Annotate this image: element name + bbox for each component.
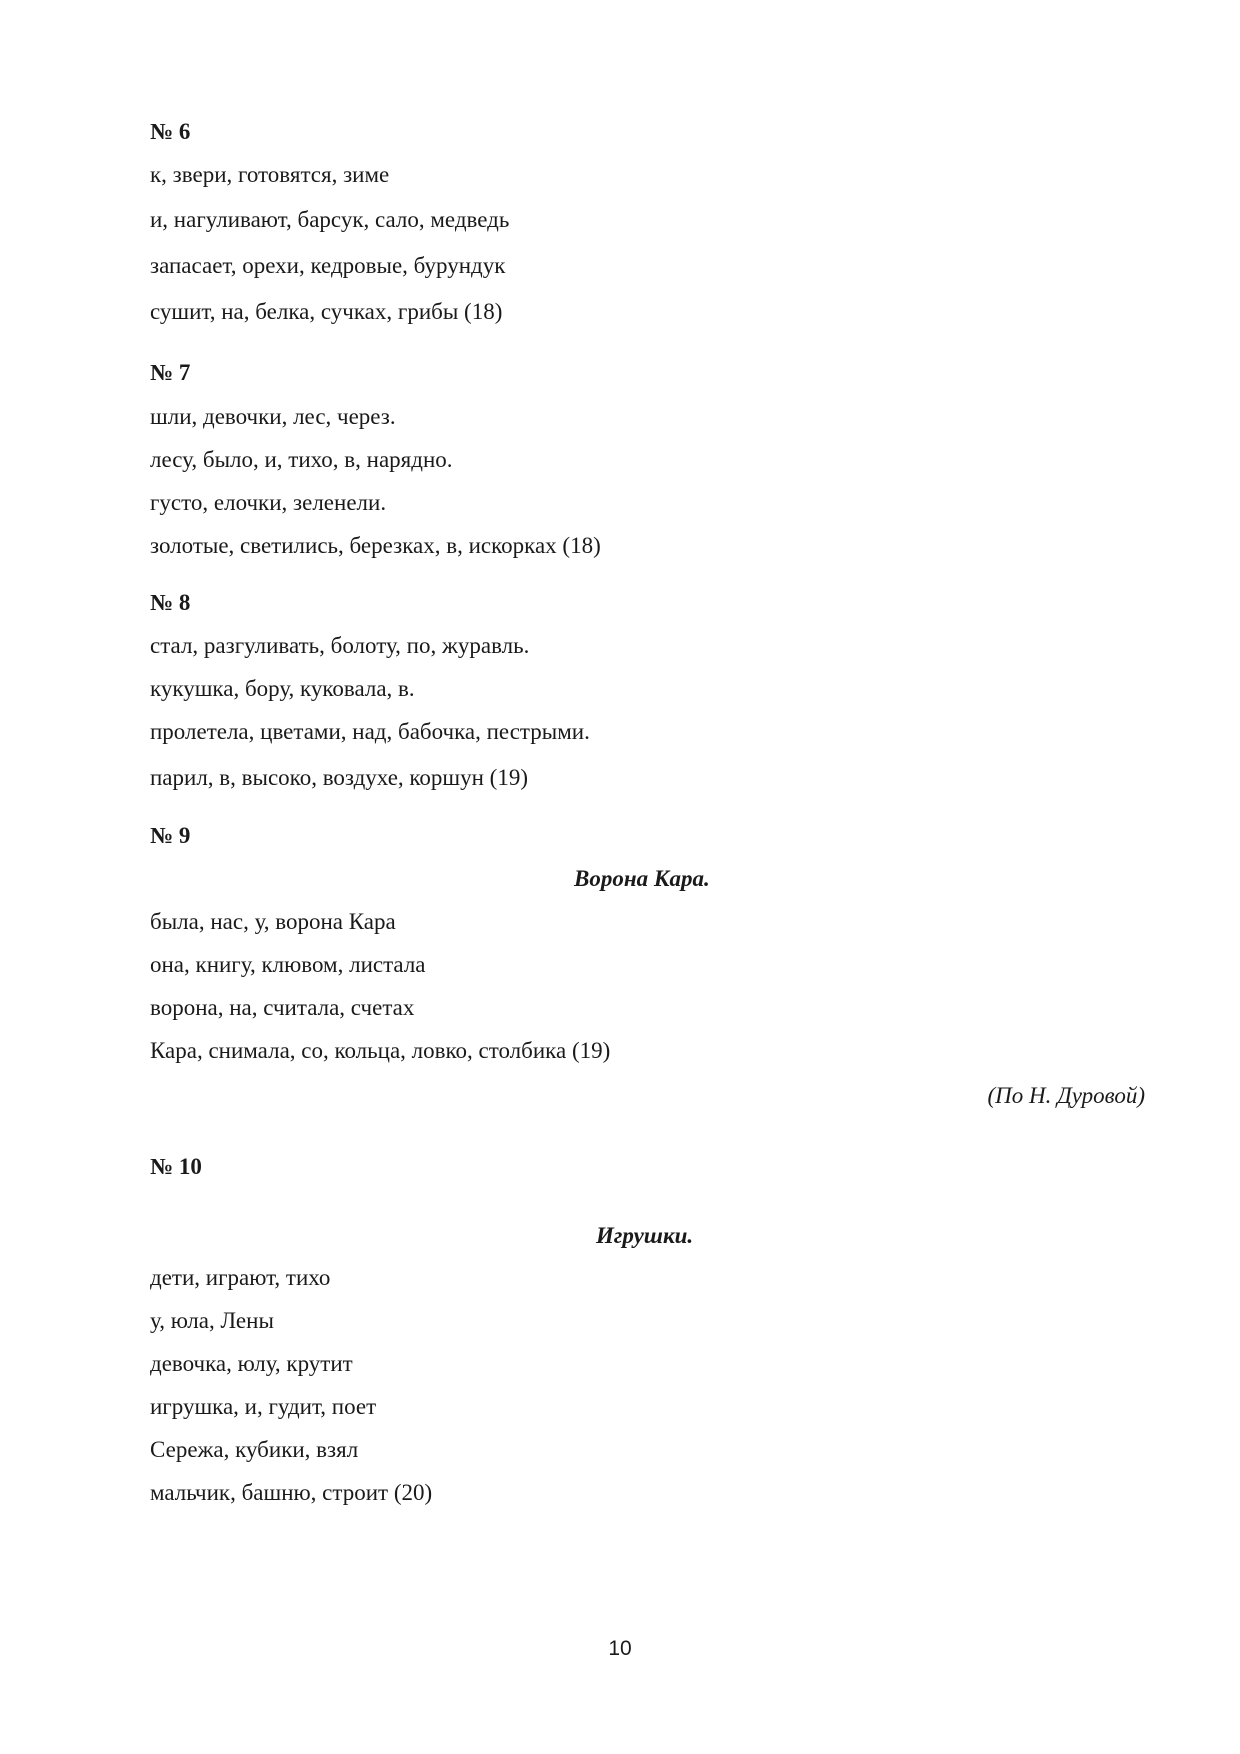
exercise-10-line-5: Сережа, кубики, взял (150, 1437, 359, 1462)
exercise-9-line-4: Кара, снимала, со, кольца, ловко, столбика (19) (150, 1038, 611, 1063)
exercise-10-title: Игрушки. (596, 1223, 694, 1248)
exercise-9-line-3: ворона, на, считала, счетах (150, 995, 415, 1020)
page-number: 10 (608, 1637, 632, 1660)
exercise-6-line-4: сушит, на, белка, сучках, грибы (18) (150, 299, 503, 324)
exercise-8-line-4: парил, в, высоко, воздухе, коршун (19) (150, 765, 528, 790)
exercise-10-line-4: игрушка, и, гудит, поет (150, 1394, 377, 1419)
exercise-9-attribution: (По Н. Дуровой) (987, 1083, 1145, 1108)
exercise-8-heading: № 8 (150, 590, 191, 615)
exercise-7-line-1: шли, девочки, лес, через. (150, 404, 396, 429)
exercise-8-line-2: кукушка, бору, куковала, в. (150, 676, 415, 701)
exercise-6-heading: № 6 (150, 119, 191, 144)
exercise-9-title: Ворона Кара. (574, 866, 710, 891)
exercise-6-line-2: и, нагуливают, барсук, сало, медведь (150, 207, 510, 232)
exercise-7-heading: № 7 (150, 360, 191, 385)
exercise-10-heading: № 10 (150, 1154, 202, 1179)
exercise-9-heading: № 9 (150, 823, 191, 848)
exercise-10-line-6: мальчик, башню, строит (20) (150, 1480, 433, 1505)
exercise-8-line-1: стал, разгуливать, болоту, по, журавль. (150, 633, 530, 658)
exercise-10-line-1: дети, играют, тихо (150, 1265, 331, 1290)
exercise-9-line-1: была, нас, у, ворона Кара (150, 909, 396, 934)
exercise-10-line-3: девочка, юлу, крутит (150, 1351, 353, 1376)
exercise-7-line-2: лесу, было, и, тихо, в, нарядно. (150, 447, 453, 472)
exercise-10-line-2: у, юла, Лены (150, 1308, 274, 1333)
exercise-6-line-1: к, звери, готовятся, зиме (150, 162, 390, 187)
exercise-6-line-3: запасает, орехи, кедровые, бурундук (150, 253, 506, 278)
exercise-7-line-3: густо, елочки, зеленели. (150, 490, 387, 515)
exercise-9-line-2: она, книгу, клювом, листала (150, 952, 426, 977)
exercise-7-line-4: золотые, светились, березках, в, искорках (18) (150, 533, 601, 558)
exercise-8-line-3: пролетела, цветами, над, бабочка, пестрыми. (150, 719, 590, 744)
